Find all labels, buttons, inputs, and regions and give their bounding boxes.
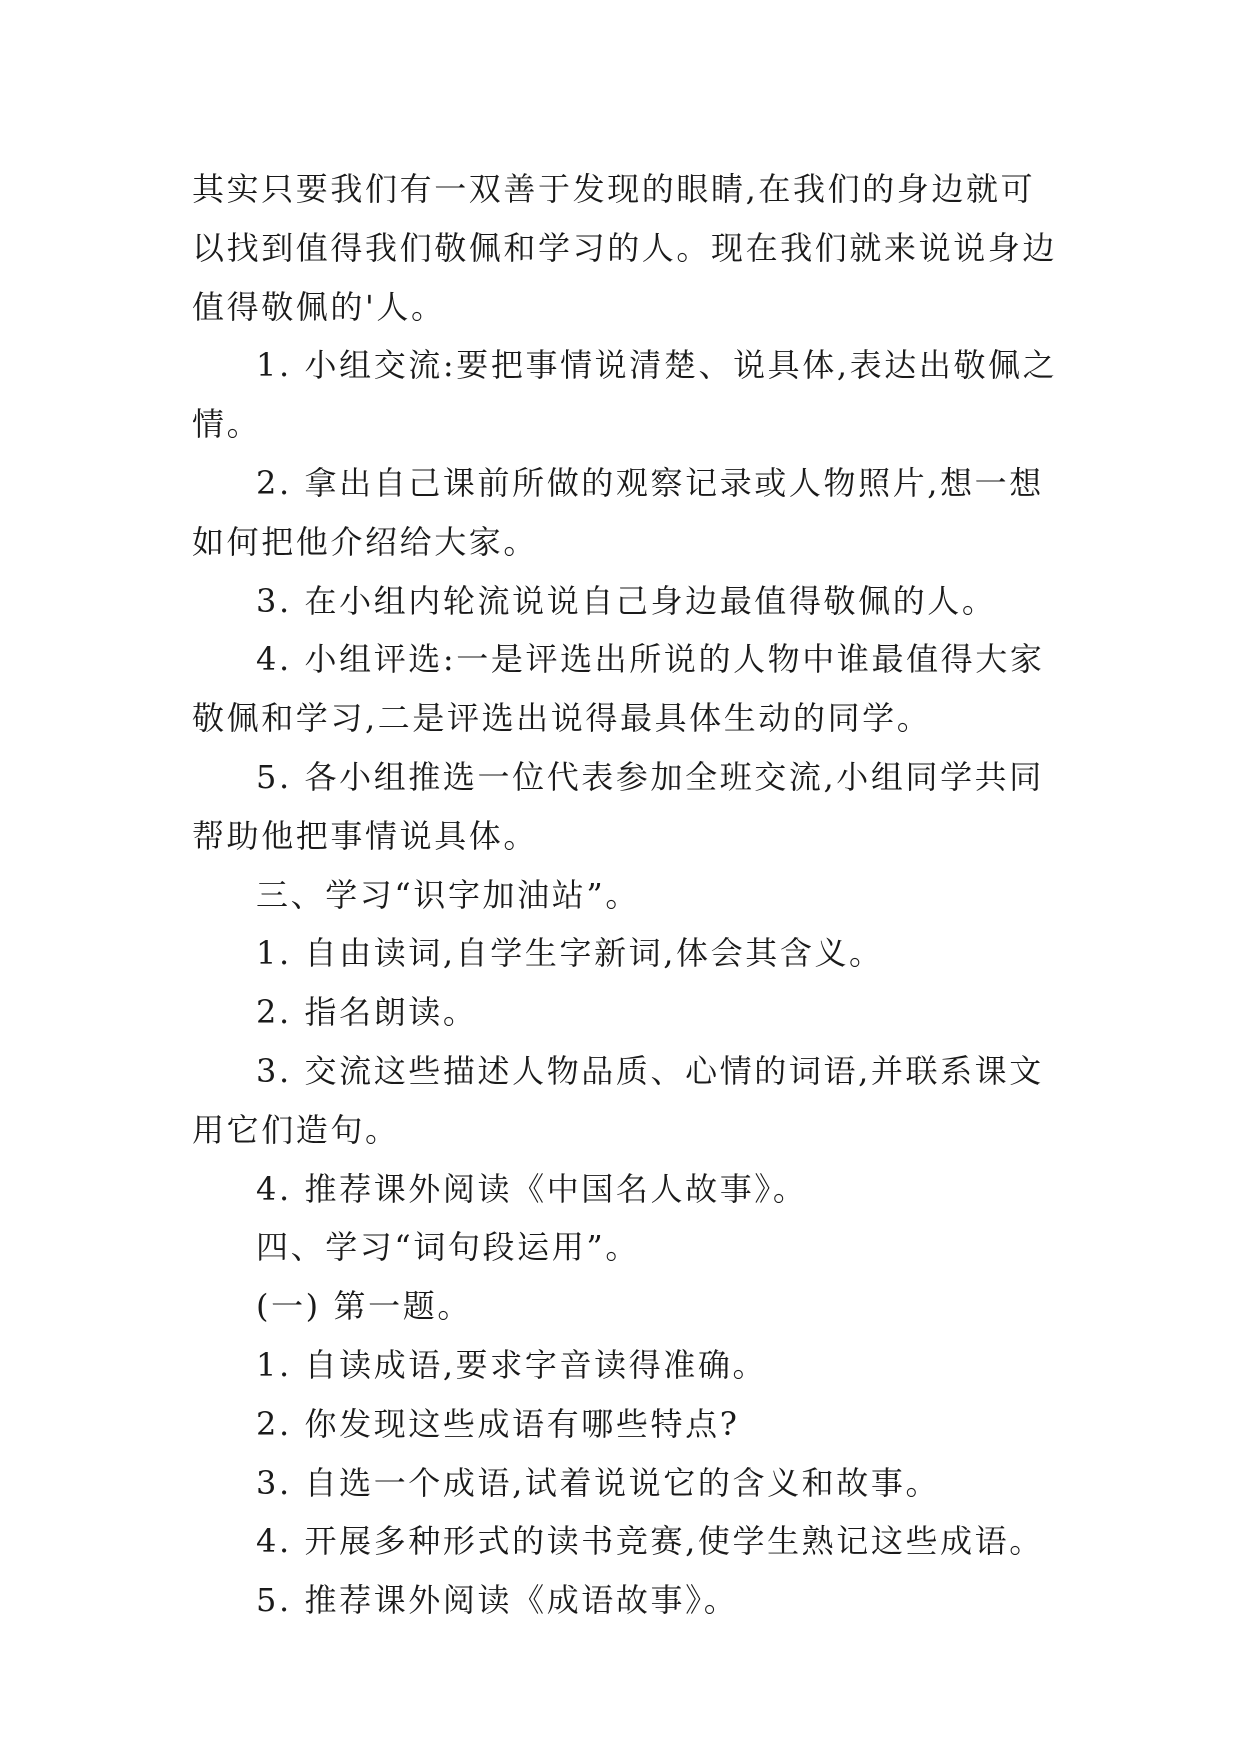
section-heading-4: 四、学习“词句段运用”。: [256, 1228, 640, 1267]
paragraph-section3-item-3: 3. 交流这些描述人物品质、心情的词语,并联系课文用它们造句。: [192, 1051, 1044, 1149]
paragraph-section3-item-1: 1. 自由读词,自学生字新词,体会其含义。: [256, 934, 884, 973]
paragraph-section4-item-5: 5. 推荐课外阅读《成语故事》。: [256, 1581, 739, 1620]
document-body: [192, 160, 1060, 1630]
paragraph-step-3: 3. 在小组内轮流说说自己身边最值得敬佩的人。: [256, 581, 997, 620]
paragraph-section4-item-4: 4. 开展多种形式的读书竞赛,使学生熟记这些成语。: [256, 1522, 1044, 1561]
paragraph-step-4: 4. 小组评选:一是评选出所说的人物中谁最值得大家敬佩和学习,二是评选出说得最具体生动的同学。: [192, 640, 1045, 738]
subsection-heading-1: (一) 第一题。: [256, 1287, 472, 1326]
paragraph-step-1: 1. 小组交流:要把事情说清楚、说具体,表达出敬佩之情。: [192, 346, 1058, 444]
paragraph-section4-item-3: 3. 自选一个成语,试着说说它的含义和故事。: [256, 1463, 941, 1502]
section-heading-3: 三、学习“识字加油站”。: [256, 875, 640, 914]
paragraph-section4-item-2: 2. 你发现这些成语有哪些特点?: [256, 1404, 740, 1443]
paragraph-intro: 其实只要我们有一双善于发现的眼睛,在我们的身边就可以找到值得我们敬佩和学习的人。现在我们就来说说身边值得敬佩的'人。: [192, 170, 1058, 326]
paragraph-step-2: 2. 拿出自己课前所做的观察记录或人物照片,想一想如何把他介绍给大家。: [192, 463, 1044, 561]
paragraph-step-5: 5. 各小组推选一位代表参加全班交流,小组同学共同帮助他把事情说具体。: [192, 757, 1044, 855]
paragraph-section3-item-4: 4. 推荐课外阅读《中国名人故事》。: [256, 1169, 808, 1208]
paragraph-section3-item-2: 2. 指名朗读。: [256, 993, 478, 1032]
paragraph-section4-item-1: 1. 自读成语,要求字音读得准确。: [256, 1345, 768, 1384]
